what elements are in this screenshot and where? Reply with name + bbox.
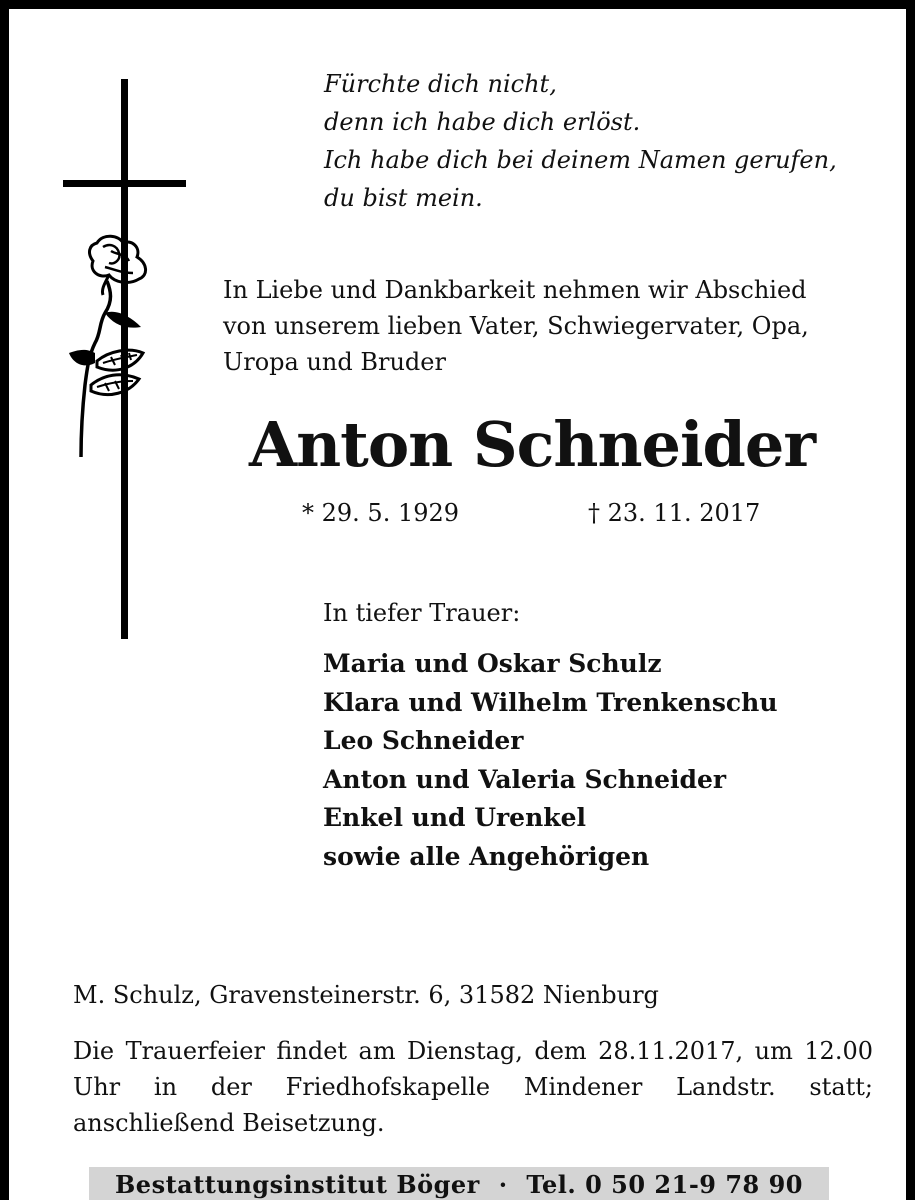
footer-separator: · <box>498 1170 508 1199</box>
intro-text <box>223 272 809 380</box>
cross-icon-crossbar <box>63 180 186 187</box>
bible-verse <box>324 65 837 217</box>
mourner-name: sowie alle Angehörigen <box>323 841 650 871</box>
funeral-notice: Die Trauerfeier findet am Dienstag, dem 28.11.2017, um 12.00 Uhr in der Friedhofskapelle Mindener Landstr. statt; anschließend Beisetzung. <box>73 1037 873 1137</box>
mourning-label: In tiefer Trauer: <box>323 599 521 627</box>
intro-line: von unserem lieben Vater, Schwiegervater, Opa, <box>223 312 809 340</box>
funeral-home-phone: Tel. 0 50 21-9 78 90 <box>526 1170 803 1199</box>
intro-line: Uropa und Bruder <box>223 348 446 376</box>
rose-icon <box>59 229 159 469</box>
mourner-name: Klara und Wilhelm Trenkenschu <box>323 687 778 717</box>
verse-line: Fürchte dich nicht, <box>324 70 557 98</box>
verse-line: denn ich habe dich erlöst. <box>324 108 641 136</box>
family-address: M. Schulz, Gravensteinerstr. 6, 31582 Nienburg <box>73 981 659 1009</box>
funeral-home-footer <box>89 1167 829 1200</box>
mourner-name: Maria und Oskar Schulz <box>323 649 662 678</box>
intro-line: In Liebe und Dankbarkeit nehmen wir Abschied <box>223 276 807 304</box>
verse-line: du bist mein. <box>324 184 483 212</box>
deceased-name: Anton Schneider <box>249 408 815 481</box>
mourners-list <box>323 645 778 876</box>
verse-line: Ich habe dich bei deinem Namen gerufen, <box>324 146 837 174</box>
birth-date: * 29. 5. 1929 <box>302 499 460 527</box>
death-date: † 23. 11. 2017 <box>588 499 761 527</box>
mourner-name: Anton und Valeria Schneider <box>323 764 727 794</box>
mourner-name: Leo Schneider <box>323 726 524 755</box>
funeral-home-name: Bestattungsinstitut Böger <box>115 1170 480 1199</box>
mourner-name: Enkel und Urenkel <box>323 803 586 832</box>
